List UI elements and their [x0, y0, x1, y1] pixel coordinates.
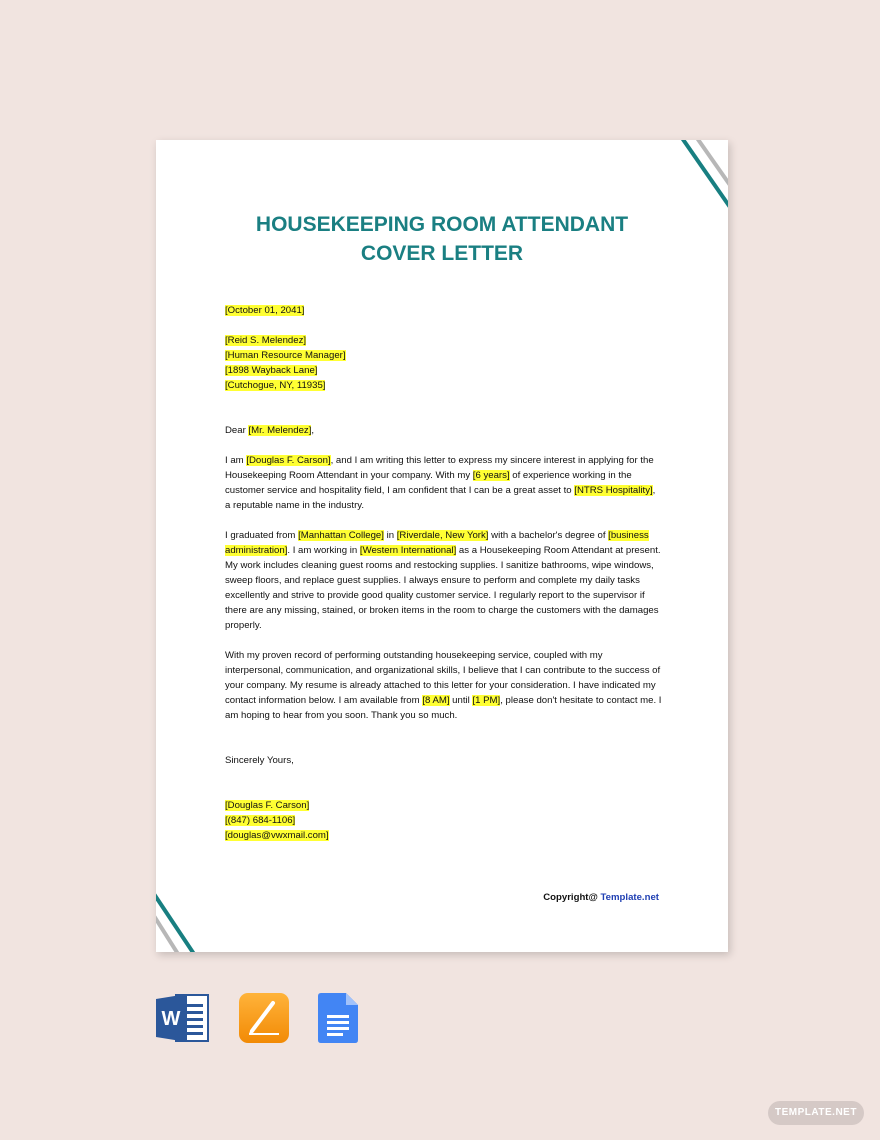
p3-start-time: [8 AM] — [422, 695, 450, 706]
p1-text-1: I am — [225, 455, 247, 466]
p2-text-4: . I am working in — [287, 545, 360, 556]
letter-title — [156, 210, 728, 268]
p1-text-3: of experience working in the customer service and hospitality field, I am confident that I can be a great asset to — [225, 470, 632, 496]
p1-text-2: , and I am writing this letter to express my sincere interest in applying for the Housekeeping Room Attendant in your company. With my — [225, 455, 654, 481]
paragraph-3 — [225, 648, 662, 723]
p2-text-3: with a bachelor's degree of — [488, 530, 609, 541]
p2-employer: [Western International] — [359, 545, 457, 556]
recipient-name: [Reid S. Melendez] — [225, 335, 307, 346]
p1-company: [NTRS Hospitality] — [574, 485, 653, 496]
sender-email: [douglas@vwxmail.com] — [225, 830, 329, 841]
template-net-badge[interactable]: TEMPLATE.NET — [768, 1101, 864, 1125]
recipient-city: [Cutchogue, NY, 11935] — [225, 380, 326, 391]
paragraph-2 — [225, 528, 662, 633]
paragraph-1 — [225, 453, 662, 513]
p3-text-3: , please don't hesitate to contact me. I am hoping to hear from you soon. Thank you so much. — [225, 695, 662, 721]
p2-text-5: as a Housekeeping Room Attendant at present. My work includes cleaning guest rooms and restocking supplies. I sanitize bathrooms, wipe windows, sweep floors, and replace guest supplies. I always ensure to perform and complete my daily tasks excellently and strive to provide good quality customer service. I regularly report to the supervisor if there are any missing, stained, or broken items in the room to charge the customers with the damages properly. — [225, 545, 661, 631]
salutation-suffix: , — [311, 425, 315, 436]
copyright-label: Copyright@ — [543, 892, 601, 903]
title-line-1: HOUSEKEEPING ROOM ATTENDANT — [255, 213, 629, 236]
corner-decoration-top-right — [668, 140, 728, 220]
word-icon[interactable] — [156, 993, 210, 1043]
pages-icon[interactable] — [239, 993, 289, 1043]
sender-phone: [(847) 684-1106] — [225, 815, 296, 826]
p3-text-1: With my proven record of performing outstanding housekeeping service, coupled with my interpersonal, communication, and organizational skills, I believe that I can contribute to the success of your company. My resume is already attached to this letter for your consideration. I have indicated my contact information below. I am available from — [225, 650, 661, 706]
title-line-2: COVER LETTER — [360, 242, 524, 265]
corner-decoration-bottom-left — [156, 890, 200, 952]
word-icon-letter: W — [161, 1008, 181, 1030]
salutation — [225, 423, 662, 438]
copyright-note — [543, 892, 659, 903]
p2-text-2: in — [383, 530, 397, 541]
sender-name: [Douglas F. Carson] — [225, 800, 310, 811]
salutation-prefix: Dear — [225, 425, 249, 436]
p2-location: [Riverdale, New York] — [396, 530, 489, 541]
p1-applicant-name: [Douglas F. Carson] — [246, 455, 331, 466]
google-docs-icon[interactable] — [318, 993, 358, 1043]
p1-text-4: , a reputable name in the industry. — [225, 485, 656, 511]
letter-body — [225, 303, 662, 843]
recipient-position: [Human Resource Manager] — [225, 350, 346, 361]
copyright-site-link[interactable]: Template.net — [600, 892, 659, 903]
recipient-address: [1898 Wayback Lane] — [225, 365, 318, 376]
p2-text-1: I graduated from — [225, 530, 299, 541]
p3-end-time: [1 PM] — [472, 695, 501, 706]
p1-years: [6 years] — [472, 470, 510, 481]
letter-date: [October 01, 2041] — [225, 305, 305, 316]
salutation-name: [Mr. Melendez] — [248, 425, 312, 436]
closing: Sincerely Yours, — [225, 755, 294, 766]
p2-college: [Manhattan College] — [298, 530, 384, 541]
p2-degree: [business administration] — [225, 530, 649, 556]
letter-page — [156, 140, 728, 952]
p3-text-2: until — [449, 695, 473, 706]
